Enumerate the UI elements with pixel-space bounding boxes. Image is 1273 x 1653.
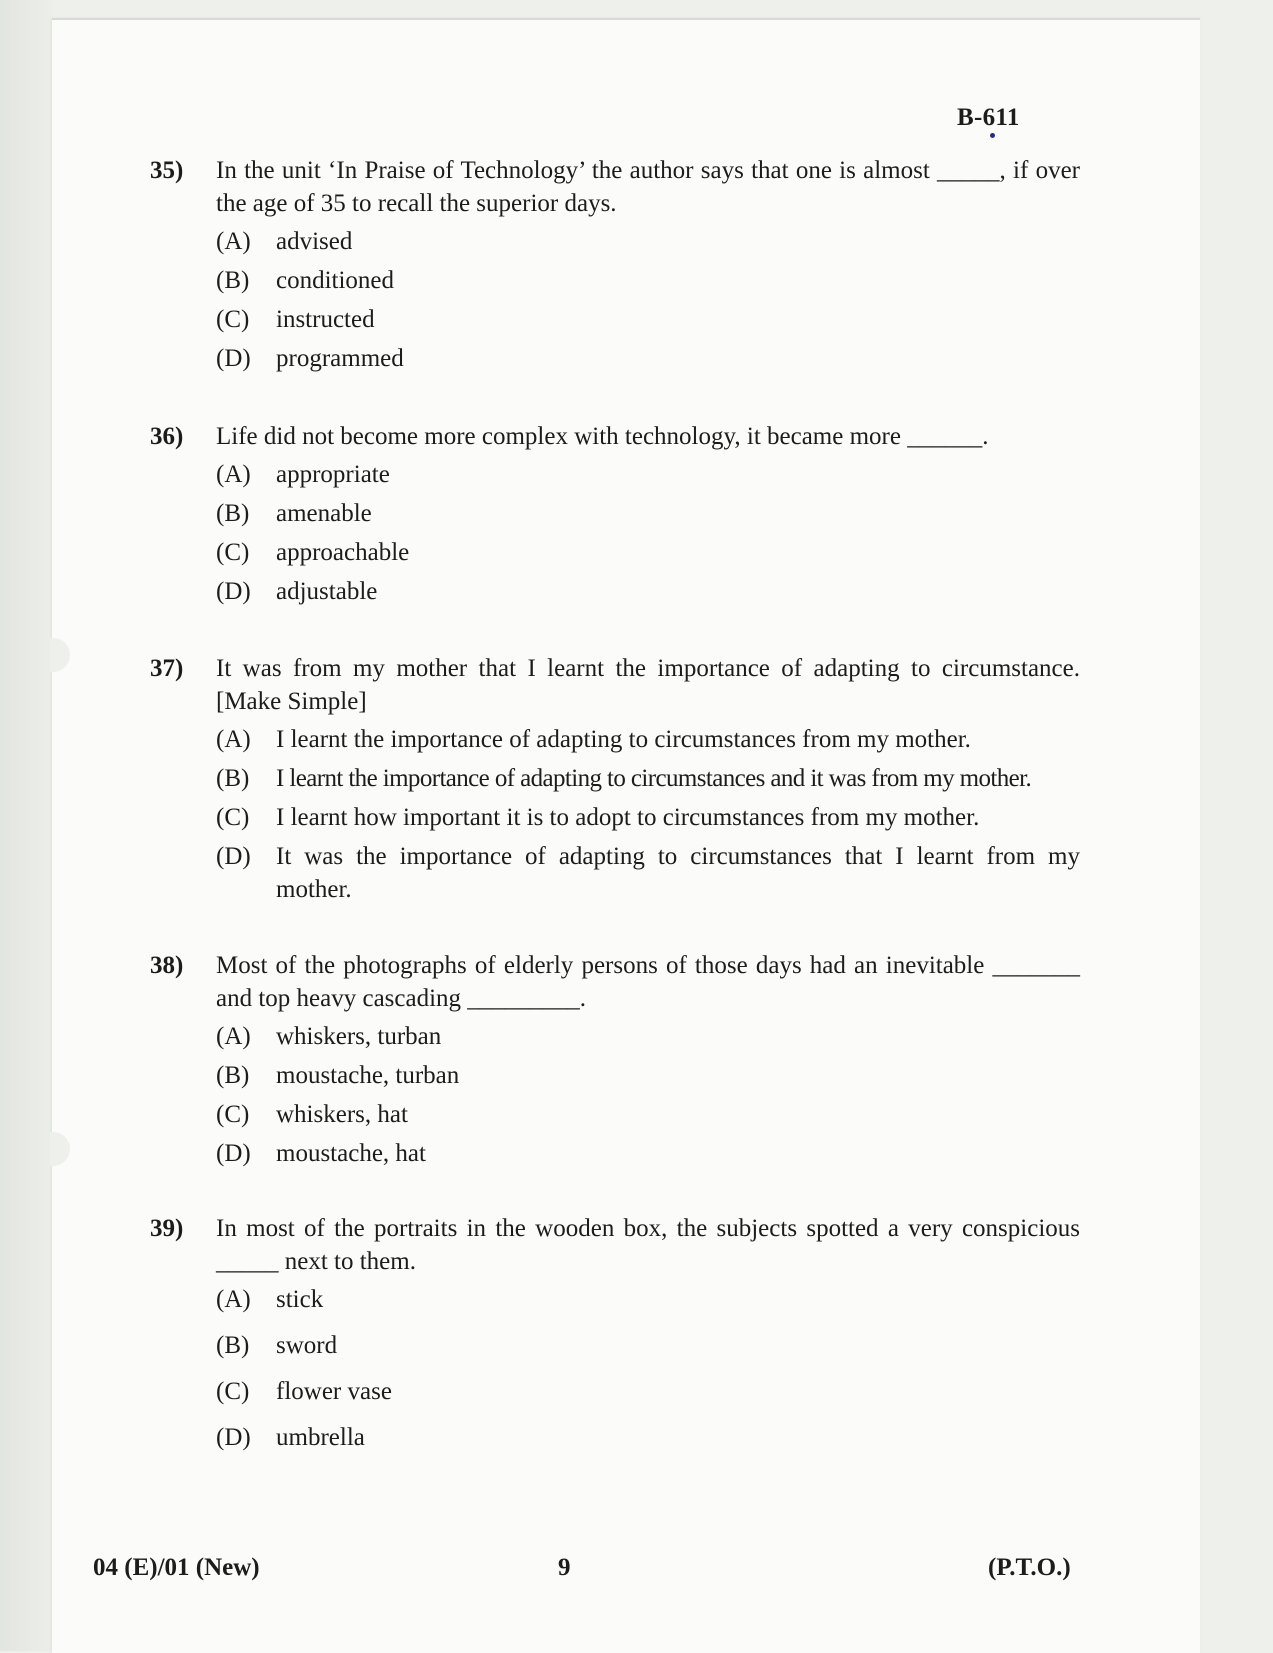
option-label: (B)	[216, 765, 250, 792]
option-label: (D)	[216, 1140, 251, 1167]
option	[216, 492, 1080, 531]
option-text: stick	[276, 1286, 324, 1313]
option-label: (B)	[216, 1332, 250, 1359]
option-list	[216, 718, 1080, 906]
scan-background	[0, 0, 52, 1651]
question-text: In most of the portraits in the wooden box, the subjects spotted a very conspicious _____ next to them.	[216, 1215, 1080, 1275]
option-text: I learnt how important it is to adopt to circumstances from my mother.	[276, 804, 980, 831]
option-text: adjustable	[276, 578, 378, 605]
question-39	[150, 1212, 1080, 1462]
option-text: approachable	[276, 539, 410, 566]
question-number: 37)	[150, 655, 184, 682]
option-label: (D)	[216, 578, 251, 605]
footer-pto: (P.T.O.)	[988, 1554, 1071, 1581]
option-text: It was the importance of adapting to circumstances that I learnt from my mother.	[276, 843, 1080, 903]
option	[216, 531, 1080, 570]
option-label: (A)	[216, 1286, 251, 1313]
option	[216, 570, 1080, 609]
option-list	[216, 1015, 1080, 1171]
option-label: (C)	[216, 1101, 250, 1128]
option-label: (B)	[216, 1062, 250, 1089]
option-text: conditioned	[276, 267, 395, 294]
option	[216, 835, 1080, 906]
option	[216, 718, 1080, 757]
question-36	[150, 420, 1080, 609]
option	[216, 1278, 1080, 1324]
option	[216, 220, 1080, 259]
option-label: (D)	[216, 345, 251, 372]
option-text: moustache, turban	[276, 1062, 460, 1089]
page-number: 9	[558, 1554, 571, 1581]
question-38	[150, 949, 1080, 1171]
option-list	[216, 453, 1080, 609]
option	[216, 298, 1080, 337]
question-text: Most of the photographs of elderly persons of those days had an inevitable _______ and top heavy cascading _________.	[216, 952, 1080, 1012]
option-label: (A)	[216, 1023, 251, 1050]
paper-code: B-611	[957, 104, 1020, 131]
question-number: 39)	[150, 1215, 184, 1242]
question-37	[150, 652, 1080, 906]
option-text: I learnt the importance of adapting to circumstances and it was from my mother.	[276, 765, 1032, 792]
question-number: 35)	[150, 157, 184, 184]
option	[216, 1324, 1080, 1370]
question-number: 38)	[150, 952, 184, 979]
option	[216, 337, 1080, 376]
option-label: (D)	[216, 1424, 251, 1451]
option-label: (C)	[216, 306, 250, 333]
option-list	[216, 1278, 1080, 1462]
question-text: It was from my mother that I learnt the importance of adapting to circumstance. [Make Simple]	[216, 655, 1080, 715]
option-label: (C)	[216, 1378, 250, 1405]
option	[216, 1132, 1080, 1171]
option	[216, 1015, 1080, 1054]
option-text: flower vase	[276, 1378, 392, 1405]
option	[216, 453, 1080, 492]
option	[216, 796, 1080, 835]
option	[216, 1370, 1080, 1416]
option-text: advised	[276, 228, 353, 255]
option-label: (A)	[216, 726, 251, 753]
option-label: (D)	[216, 843, 251, 870]
option-label: (B)	[216, 267, 250, 294]
footer-paper-id: 04 (E)/01 (New)	[93, 1554, 260, 1581]
option-text: sword	[276, 1332, 338, 1359]
option-label: (A)	[216, 228, 251, 255]
option-label: (C)	[216, 539, 250, 566]
option-text: umbrella	[276, 1424, 365, 1451]
option-text: appropriate	[276, 461, 390, 488]
option-text: whiskers, hat	[276, 1101, 408, 1128]
option-text: amenable	[276, 500, 372, 527]
option-text: whiskers, turban	[276, 1023, 442, 1050]
option	[216, 1416, 1080, 1462]
question-text: In the unit ‘In Praise of Technology’ the author says that one is almost _____, if over the age of 35 to recall the superior days.	[216, 157, 1080, 217]
option-list	[216, 220, 1080, 376]
punch-hole	[50, 1132, 70, 1166]
option	[216, 757, 1080, 796]
option-label: (A)	[216, 461, 251, 488]
option	[216, 259, 1080, 298]
question-number: 36)	[150, 423, 184, 450]
option-text: I learnt the importance of adapting to circumstances from my mother.	[276, 726, 971, 753]
question-35	[150, 154, 1080, 376]
option-label: (C)	[216, 804, 250, 831]
option	[216, 1054, 1080, 1093]
ink-dot	[990, 133, 995, 138]
option-label: (B)	[216, 500, 250, 527]
question-text: Life did not become more complex with technology, it became more ______.	[216, 423, 989, 450]
option-text: moustache, hat	[276, 1140, 426, 1167]
option	[216, 1093, 1080, 1132]
option-text: programmed	[276, 345, 404, 372]
option-text: instructed	[276, 306, 375, 333]
punch-hole	[50, 638, 70, 672]
